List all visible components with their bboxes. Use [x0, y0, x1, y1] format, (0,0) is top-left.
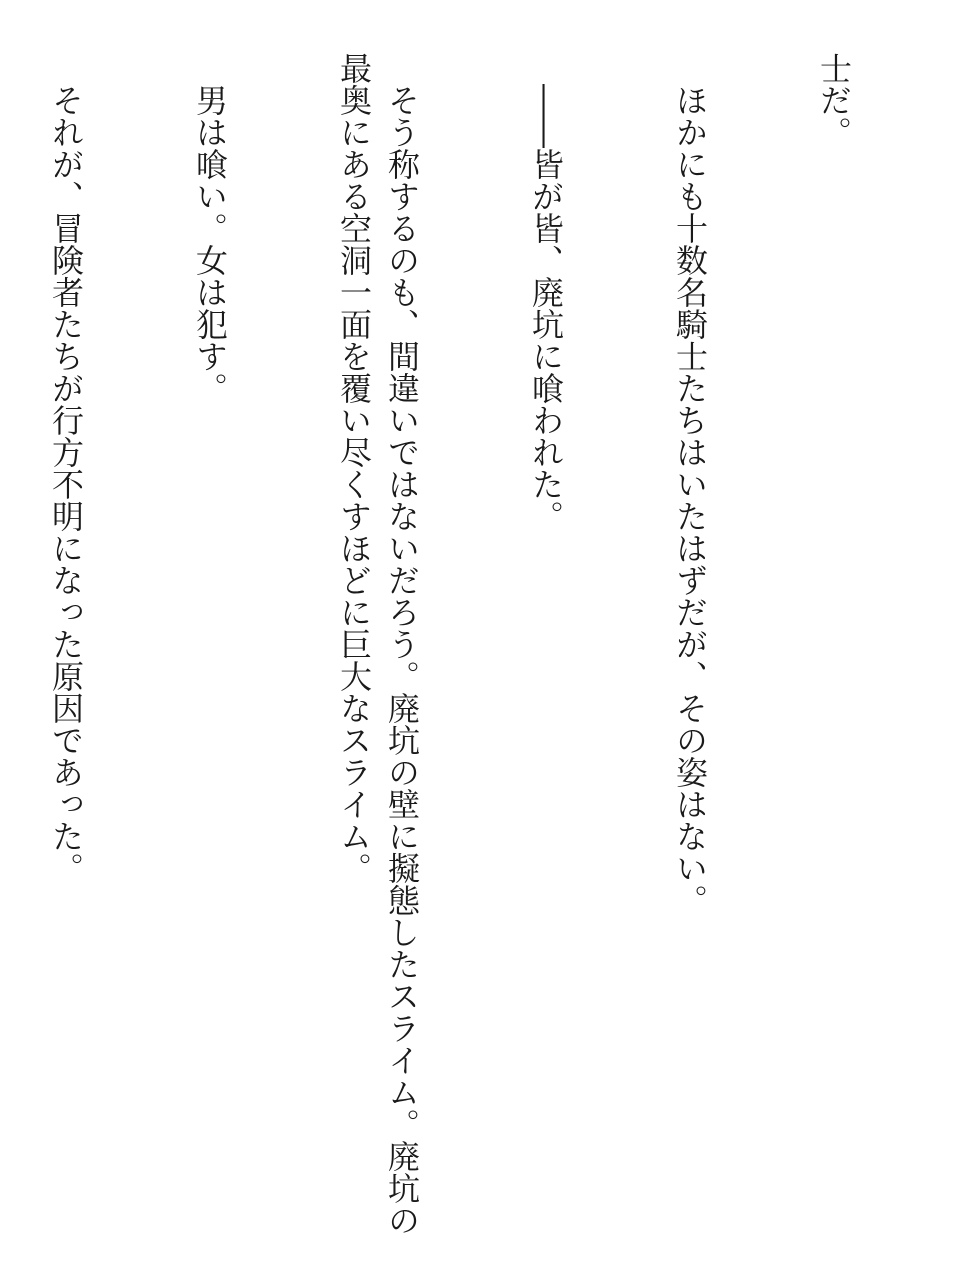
vertical-text-body	[0, 52, 954, 1242]
text-line-4: そう称するのも、間違いではないだろう。廃坑の壁に擬態したスライム。廃坑の最奥にある空洞一面を覆い尽くすほどに巨大なスライム。	[335, 52, 421, 1236]
text-line-3: ――皆が皆、廃坑に喰われた。	[527, 52, 565, 532]
text-line-6: それが、冒険者たちが行方不明になった原因であった。	[47, 52, 85, 884]
text-line-1: 士だ。	[815, 52, 853, 148]
text-line-2: ほかにも十数名騎士たちはいたはずだが、その姿はない。	[671, 52, 709, 916]
text-line-5: 男は喰い。女は犯す。	[191, 52, 229, 404]
